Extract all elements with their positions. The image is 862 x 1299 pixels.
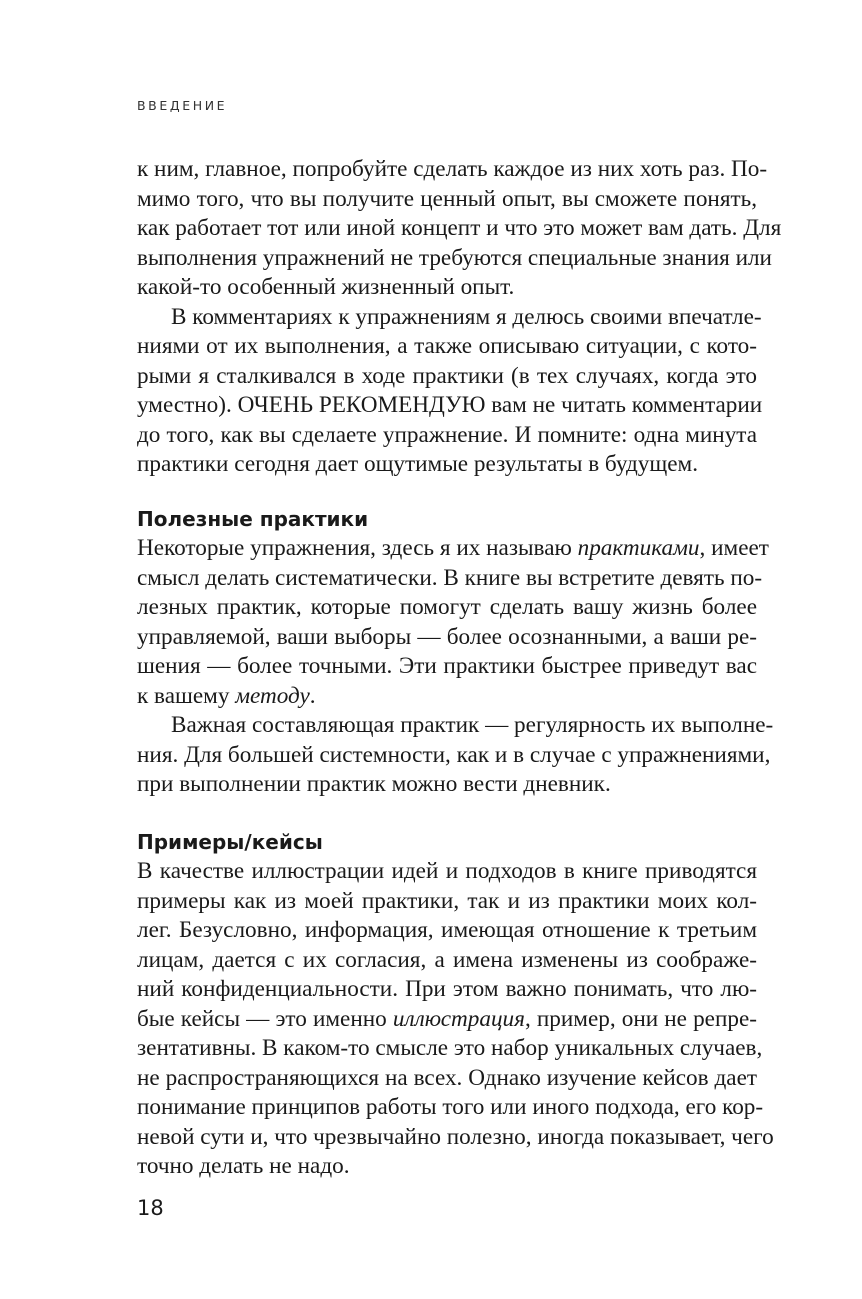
emphasis-method: методу	[235, 682, 310, 709]
text-line: рыми я сталкивался в ходе практики (в тех случаях, когда это	[137, 362, 757, 389]
text-line: В качестве иллюстрации идей и подходов в книге приводятся	[137, 858, 757, 884]
text-line: уместно). ОЧЕНЬ РЕКОМЕНДУЮ вам не читать комментарии	[137, 392, 763, 418]
section-heading-useful-practices: Полезные практики	[137, 506, 369, 531]
text-line: лицам, дается с их согласия, а имена изменены из соображе-	[137, 946, 757, 973]
text-line: мимо того, что вы получите ценный опыт, вы сможете понять,	[137, 185, 757, 212]
text-run: , имеет	[699, 535, 769, 561]
text-line: ний конфиденциальности. При этом важно понимать, что лю-	[137, 976, 757, 1002]
text-line: невой сути и, что чрезвычайно полезно, иногда показывает, чего	[137, 1123, 774, 1150]
intro-paragraph-1	[137, 155, 782, 303]
page-number: 18	[137, 1196, 164, 1220]
text-line: В комментариях к упражнениям я делюсь своими впечатле-	[171, 303, 762, 330]
text-run: к вашему	[137, 682, 236, 709]
text-run: , пример, они не репре-	[524, 1005, 757, 1032]
running-head: ВВЕДЕНИЕ	[137, 98, 228, 113]
intro-paragraph-2	[137, 303, 763, 480]
text-line: примеры как из моей практики, так и из практики моих кол-	[137, 887, 757, 914]
text-line: выполнения упражнений не требуются специальные знания или	[137, 244, 772, 271]
text-line: лезных практик, которые помогут сделать вашу жизнь более	[137, 594, 757, 620]
section2-paragraph-1	[137, 857, 774, 1182]
text-line: смысл делать систематически. В книге вы встретите девять по-	[137, 564, 763, 591]
section1-paragraph-1	[137, 534, 769, 711]
text-line	[137, 682, 757, 712]
text-line	[137, 1005, 757, 1035]
text-line: понимание принципов работы того или иного подхода, его кор-	[137, 1094, 764, 1120]
body-text	[137, 155, 782, 1182]
text-line: ниями от их выполнения, а также описываю ситуации, с кото-	[137, 333, 757, 359]
text-line: Важная составляющая практик — регулярность их выполне-	[171, 712, 774, 738]
text-line: какой-то особенный жизненный опыт.	[137, 274, 515, 300]
text-line: до того, как вы сделаете упражнение. И помните: одна минута	[137, 421, 757, 448]
text-line: шения — более точными. Эти практики быстрее приведут вас	[137, 653, 757, 679]
section1-paragraph-2	[137, 711, 774, 800]
text-line: точно делать не надо.	[137, 1153, 350, 1179]
text-line: к ним, главное, попробуйте сделать каждое из них хоть раз. По-	[137, 156, 768, 182]
text-line: зентативны. В каком-то смысле это набор уникальных случаев,	[137, 1035, 763, 1061]
emphasis-practices: практиками	[577, 535, 700, 561]
text-line: управляемой, ваши выборы — более осознанными, а ваши ре-	[137, 623, 757, 650]
text-line	[137, 534, 769, 564]
text-line: ния. Для большей системности, как и в случае с упражнениями,	[137, 741, 771, 768]
text-line: практики сегодня дает ощутимые результаты в будущем.	[137, 451, 698, 477]
emphasis-illustration: иллюстрация	[392, 1005, 525, 1032]
text-run: .	[309, 682, 316, 709]
text-line: лег. Безусловно, информация, имеющая отношение к третьим	[137, 917, 757, 943]
text-run: бые кейсы — это именно	[137, 1005, 393, 1032]
text-run: Некоторые упражнения, здесь я их называю	[137, 535, 578, 561]
text-line: при выполнении практик можно вести дневник.	[137, 771, 611, 797]
text-line: как работает тот или иной концепт и что это может вам дать. Для	[137, 215, 782, 241]
section-heading-examples-cases: Примеры/кейсы	[137, 829, 323, 854]
text-line: не распространяющихся на всех. Однако изучение кейсов дает	[137, 1064, 757, 1091]
